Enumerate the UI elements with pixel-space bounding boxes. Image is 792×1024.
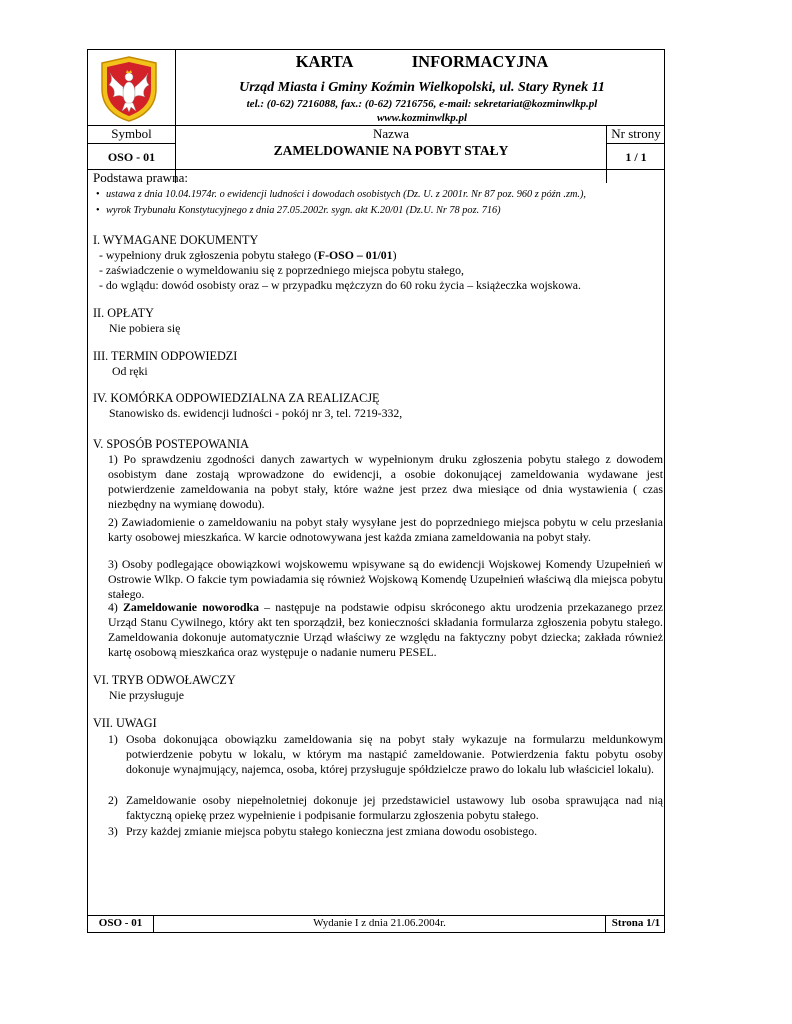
legal-basis-item: • wyrok Trybunału Konstytucyjnego z dnia 27.05.2002r. sygn. akt K.20/01 (Dz.U. Nr 78 poz. 716) (96, 205, 501, 216)
name-label: Nazwa (372, 126, 410, 141)
notes-item: 2) Zameldowanie osoby niepełnoletniej dokonuje jej przedstawiciel ustawowy lub osoba sprawująca nad nią faktyczną opiekę przez wypełnienie i podpisanie formularzu zgłoszenia pobytu stałego. (108, 793, 663, 822)
procedure-paragraph: 4) Zameldowanie noworodka – następuje na podstawie odpisu skróconego aktu urodzenia przekazanego przez Urząd Stanu Cywilnego, który akt ten sporządził, bez konieczności składania formularza zgłoszenia pobytu stałego. Zameldowania dokonuje automatycznie Urząd właściwy ze względu na faktyczny pobyt dziecka; zakłada również kartę osobową mieszkańca oraz występuje o nadanie numeru PESEL. (108, 600, 663, 659)
notes-item: 3) Przy każdej zmianie miejsca pobytu stałego konieczna jest zmiana dowodu osobistego. (108, 824, 538, 838)
deadline-text: Od ręki (112, 364, 148, 378)
form-name: ZAMELDOWANIE NA POBYT STAŁY (273, 143, 509, 158)
card-title-left: KARTA (295, 52, 354, 71)
card-title (178, 52, 666, 72)
procedure-paragraph: 3) Osoby podlegające obowiązkowi wojskowemu wpisywane są do ewidencji Wojskowej Komendy Uzupełnień w Ostrowie Wlkp. O fakcie tym powiadamia się również Wojskową Komendę Uzupełnień właściwą dla miejsca pobytu stałego. (108, 557, 663, 601)
symbol-value: OSO - 01 (107, 150, 156, 164)
footer-symbol: OSO - 01 (98, 917, 143, 929)
page-label: Nr strony (611, 126, 661, 141)
footer-edition: Wydanie I z dnia 21.06.2004r. (313, 917, 446, 929)
office-website[interactable]: www.kozminwlkp.pl (376, 112, 468, 124)
footer-page: Strona 1/1 (611, 917, 661, 929)
symbol-label: Symbol (111, 126, 152, 141)
procedure-paragraph: 2) Zawiadomienie o zameldowaniu na pobyt stały wysyłane jest do poprzedniego miejsca pobytu w celu przesłania karty osobowej mieszkańca. W karcie odnotowywana jest każda zmiana zameldowania na pobyt stały. (108, 515, 663, 544)
section-heading-documents: I. WYMAGANE DOKUMENTY (93, 233, 259, 247)
form-code: F-OSO – 01/01 (317, 248, 393, 262)
office-address: Urząd Miasta i Gminy Koźmin Wielkopolski, ul. Stary Rynek 11 (239, 80, 605, 95)
procedure-paragraph: 1) Po sprawdzeniu zgodności danych zawartych w wypełnionym druku zgłoszenia pobytu stałego z dowodem osobistym dane zostają wprowadzone do ewidencji, a osobie dokonującej zameldowania wydawane jest potwierdzenie zameldowania na pobyt stały, które ważne jest przez dwa miesiące od dnia wystawienia ( czas niezbędny na wymianę dowodu). (108, 452, 663, 511)
document-frame (87, 49, 665, 933)
newborn-registration-label: Zameldowanie noworodka (122, 600, 260, 614)
documents-item: - zaświadczenie o wymeldowaniu się z poprzedniego miejsca pobytu stałego, (99, 263, 464, 277)
page-value: 1 / 1 (625, 150, 647, 164)
unit-text: Stanowisko ds. ewidencji ludności - pokój nr 3, tel. 7219-332, (109, 406, 403, 420)
documents-item: - wypełniony druk zgłoszenia pobytu stałego (F-OSO – 01/01) (99, 248, 397, 262)
legal-basis-item: • ustawa z dnia 10.04.1974r. o ewidencji ludności i dowodach osobistych (Dz. U. z 2001r. Nr 87 poz. 960 z późn .zm.), (96, 189, 586, 200)
section-heading-appeal: VI. TRYB ODWOŁAWCZY (93, 673, 236, 687)
fees-text: Nie pobiera się (109, 321, 181, 335)
section-heading-unit: IV. KOMÓRKA ODPOWIEDZIALNA ZA REALIZACJĘ (93, 391, 380, 405)
documents-item: - do wglądu: dowód osobisty oraz – w przypadku mężczyzn do 60 roku życia – książeczka wojskowa. (99, 278, 581, 292)
section-heading-deadline: III. TERMIN ODPOWIEDZI (93, 349, 238, 363)
section-heading-fees: II. OPŁATY (93, 306, 154, 320)
office-contact: tel.: (0-62) 7216088, fax.: (0-62) 7216756, e-mail: sekretariat@kozminwlkp.pl (246, 98, 598, 110)
appeal-text: Nie przysługuje (109, 688, 185, 702)
coat-of-arms-icon (96, 55, 162, 123)
section-heading-notes: VII. UWAGI (93, 716, 157, 730)
legal-basis-heading: Podstawa prawna: (93, 170, 188, 185)
section-heading-procedure: V. SPOSÓB POSTEPOWANIA (93, 437, 249, 451)
notes-item: 1) Osoba dokonująca obowiązku zameldowania się na pobyt stały wykazuje na formularzu meldunkowym potwierdzenie pobytu w lokalu, w którym ma nastąpić zameldowanie. Potwierdzenia faktu pobytu osoby dokonuje wynajmujący, najemca, osoba, której przysługuje spółdzielcze prawo do lokalu lub właściciel lokalu). (108, 732, 663, 776)
card-title-right: INFORMACYJNA (411, 52, 549, 71)
